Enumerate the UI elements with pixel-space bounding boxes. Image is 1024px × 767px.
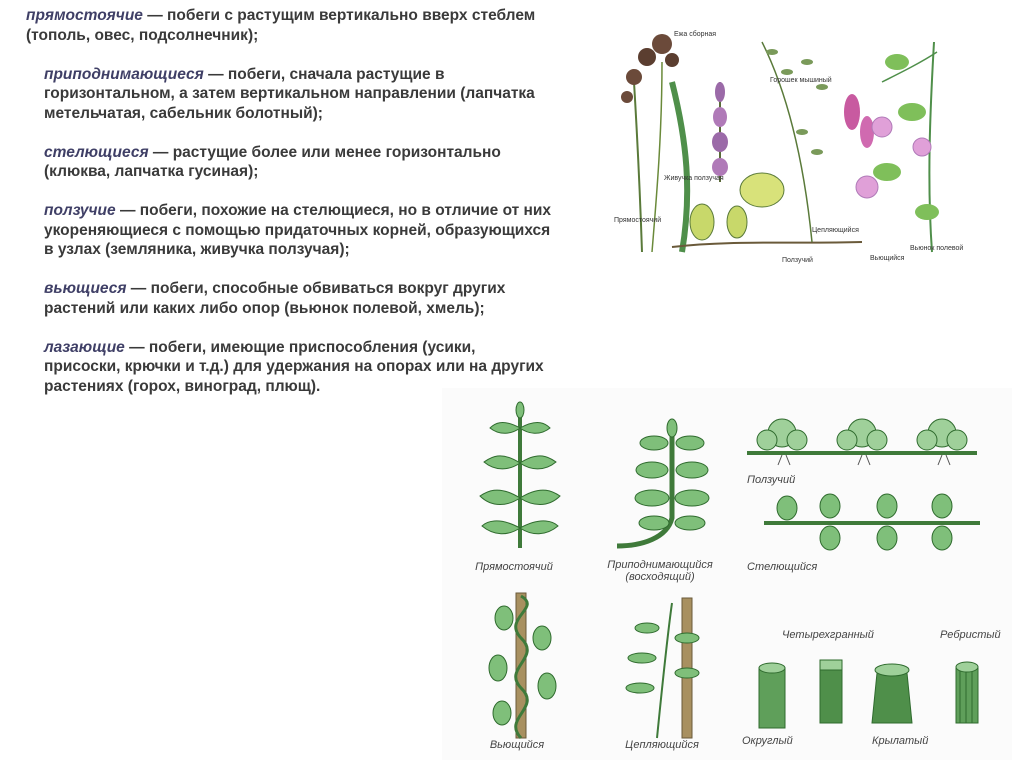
trailing-shoot-drawing bbox=[764, 494, 980, 550]
label-winged: Крылатый bbox=[872, 735, 929, 747]
paragraph-creeping bbox=[26, 143, 556, 182]
label-twining: Вьющийся bbox=[870, 255, 905, 262]
label-erect-shoot: Прямостоячий bbox=[475, 561, 553, 573]
label-trailing-shoot: Стелющийся bbox=[747, 561, 818, 573]
label-ascending-alt: (восходящий) bbox=[625, 571, 695, 583]
dash: — bbox=[126, 280, 151, 297]
dash: — bbox=[142, 7, 168, 24]
label-orchard-grass: Ежа сборная bbox=[674, 31, 717, 38]
dash: — bbox=[203, 65, 228, 83]
vetch-drawing bbox=[762, 42, 874, 242]
paragraph-ascending bbox=[26, 65, 556, 124]
term-ascending: приподнимающиеся bbox=[44, 65, 204, 83]
erect-shoot-drawing bbox=[480, 402, 560, 548]
clinging-shoot-drawing bbox=[626, 598, 699, 738]
definition-climbing: побеги, имеющие приспособления (усики, присоски, крючки и т.д.) для удержания на опорах или на других растениях (горох, виноград, плющ). bbox=[44, 338, 544, 395]
paragraph-stoloniferous bbox=[26, 201, 556, 260]
dash: — bbox=[148, 143, 173, 161]
term-twining: вьющиеся bbox=[44, 280, 127, 297]
definition-ascending: побеги, сначала растущие в горизонтальном, а затем вертикальном направлении (лапчатка метельчатая, сабельник болотный); bbox=[44, 65, 535, 122]
term-climbing: лазающие bbox=[44, 338, 125, 356]
plant-types-illustration bbox=[612, 22, 964, 272]
bugle-drawing bbox=[672, 82, 862, 247]
term-stoloniferous: ползучие bbox=[44, 202, 116, 219]
term-erect: прямостоячие bbox=[26, 7, 143, 24]
label-bindweed: Вьюнок полевой bbox=[910, 245, 964, 252]
dash: — bbox=[124, 338, 149, 356]
label-bugle: Живучка ползучая bbox=[664, 175, 724, 182]
shoot-types-text bbox=[26, 6, 556, 416]
stem-cross-sections bbox=[759, 660, 978, 728]
dash: — bbox=[115, 202, 140, 219]
label-quadrangular: Четырехгранный bbox=[782, 629, 874, 641]
label-ascending-shoot: Приподнимающийся bbox=[607, 559, 713, 571]
label-round: Округлый bbox=[742, 735, 793, 747]
definition-creeping: растущие более или менее горизонтально (клюква, лапчатка гусиная); bbox=[44, 143, 501, 180]
label-climbing: Цепляющийся bbox=[812, 227, 859, 234]
paragraph-erect bbox=[26, 6, 556, 45]
label-creeping: Ползучий bbox=[782, 257, 813, 264]
label-twining-shoot: Вьющийся bbox=[489, 739, 545, 751]
definition-stoloniferous: побеги, похожие на стелющиеся, но в отличие от них укореняющиеся с помощью придаточных корней, образующихся в узлах (земляника, живучка ползучая); bbox=[44, 202, 552, 258]
twining-shoot-drawing bbox=[489, 593, 556, 738]
label-ribbed: Ребристый bbox=[940, 629, 1001, 641]
label-runner-shoot: Ползучий bbox=[747, 474, 796, 486]
definition-twining: побеги, способные обвиваться вокруг других растений или каких либо опор (вьюнок полевой, хмель); bbox=[44, 280, 506, 317]
definition-erect: побеги с растущим вертикально вверх стеблем (тополь, овес, подсолнечник); bbox=[26, 7, 536, 44]
label-vetch: Горошек мышиный bbox=[770, 77, 832, 84]
term-creeping: стелющиеся bbox=[44, 143, 149, 161]
runner-shoot-drawing bbox=[747, 419, 977, 465]
ascending-shoot-drawing bbox=[617, 419, 709, 546]
paragraph-twining bbox=[26, 279, 556, 318]
label-erect: Прямостоячий bbox=[614, 217, 662, 224]
shoot-types-diagram bbox=[442, 388, 1012, 760]
label-clinging-shoot: Цепляющийся bbox=[625, 739, 699, 751]
